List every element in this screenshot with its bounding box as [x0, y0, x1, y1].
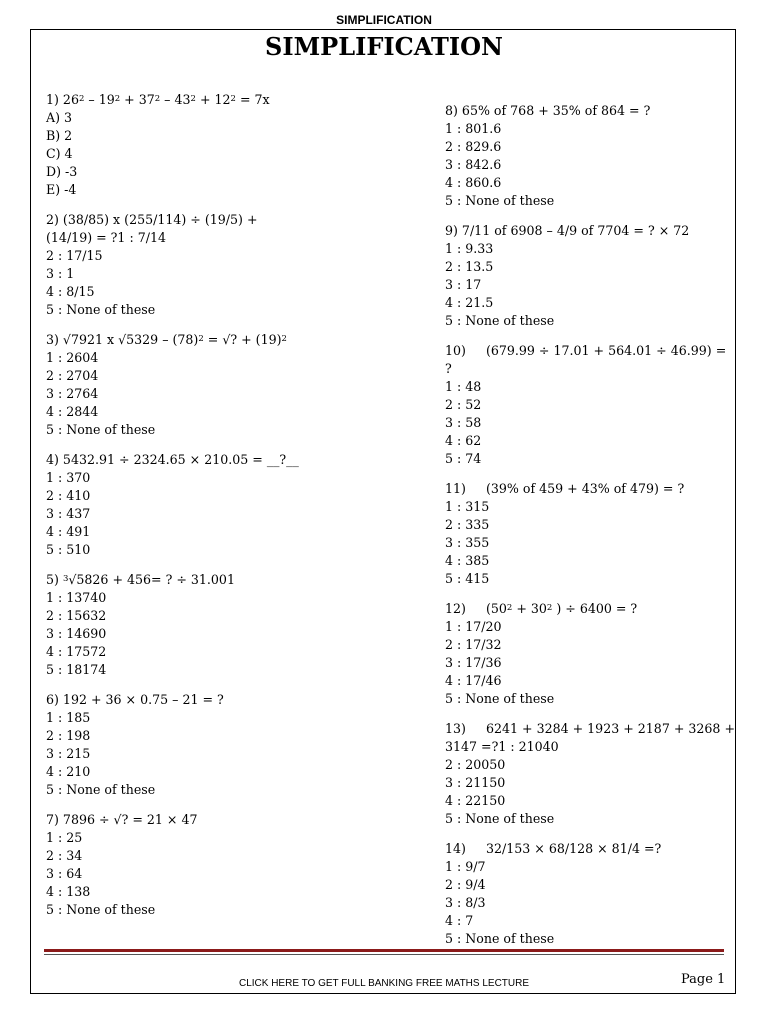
answer-option: 5 : 510 — [46, 542, 91, 557]
question-stem: 7) 7896 ÷ √? = 21 × 47 — [46, 812, 198, 827]
question-block — [46, 811, 376, 919]
question-stem: 13) 6241 + 3284 + 1923 + 2187 + 3268 + 3147 =?1 : 21040 — [445, 721, 735, 754]
answer-option: C) 4 — [46, 146, 73, 161]
answer-option: 2 : 2704 — [46, 368, 99, 383]
answer-option: 4 : 138 — [46, 884, 91, 899]
answer-option: 2 : 52 — [445, 397, 482, 412]
answer-option: 2 : 17/32 — [445, 637, 502, 652]
right-question-column — [445, 102, 735, 960]
answer-option: 2 : 20050 — [445, 757, 506, 772]
answer-option: 1 : 25 — [46, 830, 83, 845]
answer-option: 1 : 801.6 — [445, 121, 502, 136]
question-stem: 1) $26^2 - 19^2 + 37^2 - 43^2 + 12^2 = 7x$ — [46, 92, 270, 107]
footer-divider-thin — [44, 954, 724, 955]
answer-option: 2 : 829.6 — [445, 139, 502, 154]
footer-lecture-link[interactable]: CLICK HERE TO GET FULL BANKING FREE MATHS LECTURE — [238, 978, 530, 989]
answer-option: 4 : 385 — [445, 553, 490, 568]
answer-option: 3 : 2764 — [46, 386, 99, 401]
answer-option: 4 : 17572 — [46, 644, 107, 659]
answer-option: 2 : 13.5 — [445, 259, 494, 274]
answer-option: 5 : 74 — [445, 451, 482, 466]
answer-option: B) 2 — [46, 128, 73, 143]
answer-option: 1 : 2604 — [46, 350, 99, 365]
question-stem: 11) (39% of 459 + 43% of 479) = ? — [445, 481, 685, 496]
answer-option: 4 : 8/15 — [46, 284, 95, 299]
answer-option: 1 : 370 — [46, 470, 91, 485]
left-question-column — [46, 91, 376, 931]
page-title: SIMPLIFICATION — [265, 32, 503, 61]
answer-option: 1 : 17/20 — [445, 619, 502, 634]
answer-option: 5 : None of these — [46, 902, 156, 917]
answer-option: 3 : 842.6 — [445, 157, 502, 172]
answer-option: 3 : 21150 — [445, 775, 506, 790]
question-block — [46, 451, 376, 559]
question-stem: 4) 5432.91 ÷ 2324.65 × 210.05 = __?__ — [46, 452, 299, 467]
question-stem: 9) 7/11 of 6908 – 4/9 of 7704 = ? × 72 — [445, 223, 690, 238]
question-stem: 2) (38/85) x (255/114) ÷ (19/5) + (14/19) = ?1 : 7/14 — [46, 212, 258, 245]
page-number: Page 1 — [681, 972, 726, 987]
answer-option: 4 : 7 — [445, 913, 474, 928]
answer-option: 4 : 2844 — [46, 404, 99, 419]
answer-option: 4 : 17/46 — [445, 673, 502, 688]
answer-option: 4 : 491 — [46, 524, 91, 539]
question-stem: 14) 32/153 × 68/128 × 81/4 =? — [445, 841, 662, 856]
question-block — [445, 600, 735, 708]
answer-option: 5 : None of these — [46, 302, 156, 317]
answer-option: 5 : None of these — [445, 811, 555, 826]
question-block — [46, 571, 376, 679]
answer-option: 5 : None of these — [445, 313, 555, 328]
answer-option: E) -4 — [46, 182, 77, 197]
footer-divider — [44, 949, 724, 952]
question-block — [46, 691, 376, 799]
answer-option: 4 : 62 — [445, 433, 482, 448]
question-stem: 5) $^3$√5826 + 456= ? ÷ 31.001 — [46, 572, 235, 587]
answer-option: 3 : 355 — [445, 535, 490, 550]
question-stem: 6) 192 + 36 × 0.75 – 21 = ? — [46, 692, 224, 707]
question-stem: 10) (679.99 ÷ 17.01 + 564.01 ÷ 46.99) = ? — [445, 343, 731, 376]
answer-option: 2 : 17/15 — [46, 248, 103, 263]
question-block — [46, 331, 376, 439]
answer-option: 3 : 14690 — [46, 626, 107, 641]
answer-option: 1 : 48 — [445, 379, 482, 394]
question-block — [46, 211, 376, 319]
answer-option: D) -3 — [46, 164, 78, 179]
answer-option: 5 : 415 — [445, 571, 490, 586]
answer-option: 1 : 13740 — [46, 590, 107, 605]
answer-option: 1 : 315 — [445, 499, 490, 514]
question-block — [445, 222, 735, 330]
question-block — [445, 102, 735, 210]
answer-option: A) 3 — [46, 110, 73, 125]
answer-option: 5 : 18174 — [46, 662, 107, 677]
answer-option: 5 : None of these — [445, 931, 555, 946]
answer-option: 3 : 17/36 — [445, 655, 502, 670]
question-stem: 8) 65% of 768 + 35% of 864 = ? — [445, 103, 651, 118]
answer-option: 4 : 860.6 — [445, 175, 502, 190]
answer-option: 3 : 8/3 — [445, 895, 486, 910]
question-block — [445, 840, 735, 948]
answer-option: 3 : 58 — [445, 415, 482, 430]
question-block — [445, 480, 735, 588]
answer-option: 2 : 15632 — [46, 608, 107, 623]
question-block — [445, 720, 735, 828]
answer-option: 5 : None of these — [46, 782, 156, 797]
answer-option: 5 : None of these — [445, 193, 555, 208]
answer-option: 3 : 17 — [445, 277, 482, 292]
answer-option: 2 : 9/4 — [445, 877, 486, 892]
question-stem: 3) √7921 x $√5329 - (78)^2$ = √? + $(19)^2$ — [46, 332, 287, 347]
answer-option: 1 : 9/7 — [445, 859, 486, 874]
answer-option: 3 : 64 — [46, 866, 83, 881]
answer-option: 3 : 1 — [46, 266, 75, 281]
answer-option: 1 : 185 — [46, 710, 91, 725]
answer-option: 4 : 210 — [46, 764, 91, 779]
question-block — [46, 91, 376, 199]
answer-option: 5 : None of these — [46, 422, 156, 437]
answer-option: 3 : 215 — [46, 746, 91, 761]
answer-option: 4 : 21.5 — [445, 295, 494, 310]
answer-option: 2 : 34 — [46, 848, 83, 863]
running-header: SIMPLIFICATION — [336, 13, 432, 27]
question-block — [445, 342, 735, 468]
answer-option: 2 : 198 — [46, 728, 91, 743]
answer-option: 3 : 437 — [46, 506, 91, 521]
answer-option: 2 : 410 — [46, 488, 91, 503]
answer-option: 4 : 22150 — [445, 793, 506, 808]
question-stem: 12) ($50^2 + 30^2$ ) ÷ 6400 = ? — [445, 601, 638, 616]
answer-option: 1 : 9.33 — [445, 241, 494, 256]
answer-option: 2 : 335 — [445, 517, 490, 532]
answer-option: 5 : None of these — [445, 691, 555, 706]
